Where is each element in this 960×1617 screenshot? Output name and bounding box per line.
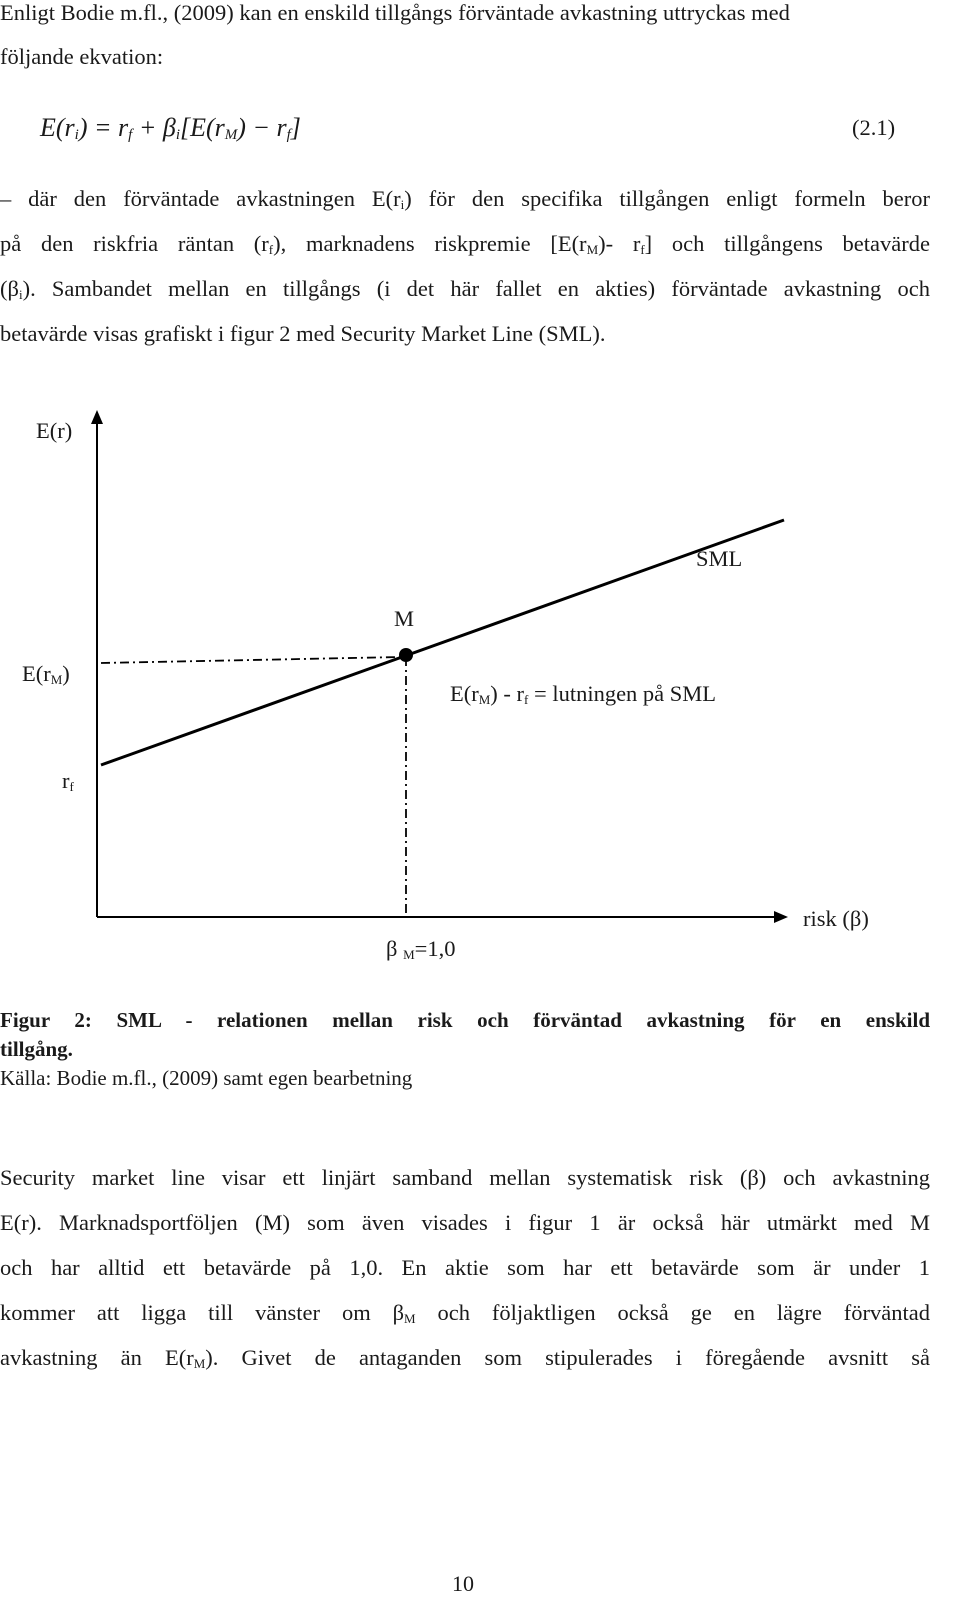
x-axis-arrow: [774, 911, 788, 923]
page-number: 10: [452, 1571, 474, 1596]
para2-line-5: avkastning än $E(r_M)$. Givet de antaganden som stipulerades i föregående avsnitt så: [0, 1345, 930, 1371]
equation: $E(r_i) = r_f + \beta_i[E(r_M) - r_f]$: [40, 113, 301, 143]
para2-line-4: kommer att ligga till vänster om $\beta_M$ och följaktligen också ge en lägre förväntad: [0, 1300, 930, 1326]
equation-number: (2.1): [852, 115, 896, 140]
figure-source: Källa: Bodie m.fl., (2009) samt egen bearbetning: [0, 1066, 413, 1090]
market-portfolio-point: [399, 648, 413, 662]
sml-line: [101, 520, 784, 765]
para1-line-4: betavärde visas grafiskt i figur 2 med Security Market Line (SML).: [0, 321, 606, 346]
erm-label: $E(r_M)$: [22, 661, 70, 687]
m-label: M: [394, 606, 415, 631]
slope-label: $E(r_M) - r_f$ = lutningen på SML: [450, 681, 717, 707]
para1-line-3: $(\beta_i)$. Sambandet mellan en tillgångs (i det här fallet en akties) förväntade avkastning och: [0, 276, 930, 302]
figure-caption-line-2: tillgång.: [0, 1037, 73, 1061]
rf-label: $r_f$: [62, 768, 74, 794]
sml-label: SML: [696, 546, 743, 571]
para2-line-1: Security market line visar ett linjärt samband mellan systematisk risk (β) och avkastning: [0, 1165, 930, 1190]
x-axis-label: risk (β): [803, 906, 869, 931]
intro-line-1: Enligt Bodie m.fl., (2009) kan en enskild tillgångs förväntade avkastning uttryckas med: [0, 0, 790, 25]
intro-line-2: följande ekvation:: [0, 44, 164, 69]
erm-guide-line: [101, 657, 402, 663]
para2-line-3: och har alltid ett betavärde på 1,0. En aktie som har ett betavärde som är under 1: [0, 1255, 930, 1280]
y-axis-label: E(r): [36, 418, 73, 443]
para1-line-2: på den riskfria räntan $(r_f)$, marknadens riskpremie [$E(r_M)-$ $r_f$] och tillgångens betavärde: [0, 231, 930, 257]
para2-line-2: E(r). Marknadsportföljen (M) som även visades i figur 1 är också här utmärkt med M: [0, 1210, 930, 1235]
y-axis-arrow: [91, 410, 103, 424]
figure-caption-line-1: Figur 2: SML - relationen mellan risk och förväntad avkastning för en enskild: [0, 1008, 930, 1032]
para1-line-1: – där den förväntade avkastningen $E(r_i)$ för den specifika tillgången enligt formeln beror: [0, 186, 930, 212]
beta-m-label: β $_M$=1,0: [386, 936, 456, 962]
